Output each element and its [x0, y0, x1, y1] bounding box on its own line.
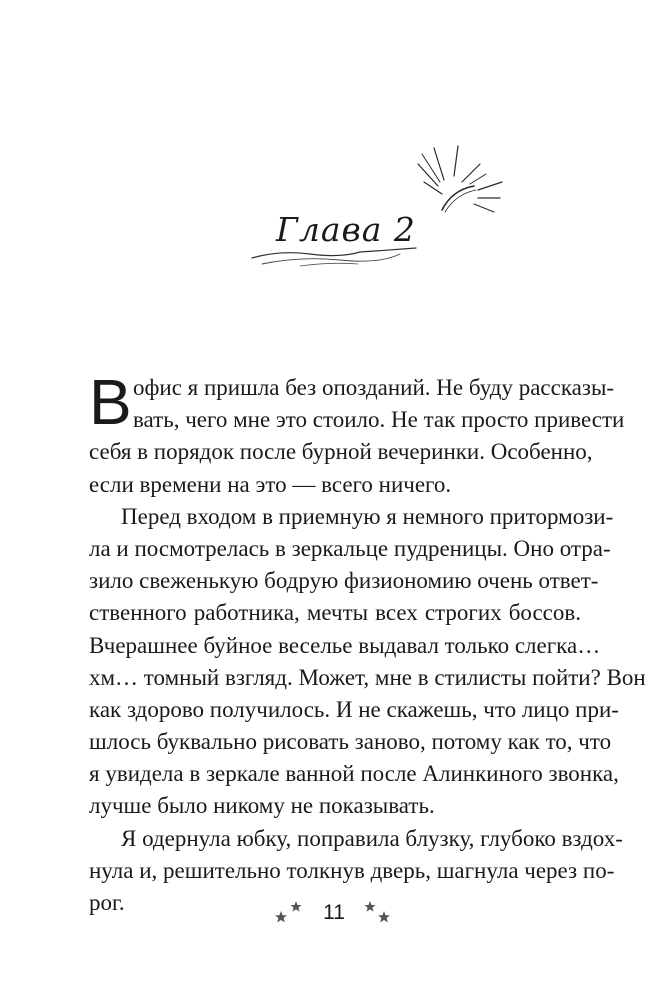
page-footer	[0, 893, 668, 933]
text-line: нула и, решительно толкнув дверь, шагнула через по-	[89, 857, 615, 883]
text-line: если времени на это — всего ничего.	[89, 471, 452, 497]
paragraph-2	[89, 501, 646, 823]
text-line: зило свеженькую бодрую физиономию очень ответ-	[89, 568, 599, 594]
chapter-heading	[240, 196, 430, 276]
text-line: как здорово получилось. И не скажешь, что лицо при-	[89, 696, 619, 722]
text-line: Я одернула юбку, поправила блузку, глубоко вздох-	[121, 825, 623, 851]
drop-cap: В	[89, 366, 132, 438]
underline-swoosh	[240, 240, 430, 270]
page-number: 11	[323, 901, 345, 924]
text-line: шлось буквально рисовать заново, потому как то, что	[89, 729, 612, 755]
text-line: офис я пришла без опозданий. Не буду рассказы-	[133, 375, 615, 400]
text-line: ственного работника, мечты всех строгих боссов.	[89, 600, 581, 626]
text-line: вать, чего мне это стоило. Не так просто привести	[133, 407, 625, 433]
text-line: себя в порядок после бурной вечеринки. Особенно,	[89, 439, 593, 465]
text-line: лучше было никому не показывать.	[89, 793, 435, 819]
text-line: Вчерашнее буйное веселье выдавал только слегка…	[89, 632, 601, 658]
text-line: хм… томный взгляд. Может, мне в стилисты пойти? Вон	[89, 664, 646, 690]
text-line: рог.	[89, 890, 125, 915]
text-line: ла и посмотрелась в зеркальце пудреницы. Оно отра-	[89, 535, 611, 561]
text-line: Перед входом в приемную я немного притормози-	[121, 503, 614, 529]
text-line: я увидела в зеркале ванной после Алинкиного звонка,	[89, 761, 619, 787]
star-icon	[272, 897, 306, 927]
body-text	[89, 366, 646, 919]
chapter-title: Глава 2	[276, 210, 416, 249]
paragraph-1	[89, 366, 625, 501]
star-icon	[360, 897, 394, 927]
